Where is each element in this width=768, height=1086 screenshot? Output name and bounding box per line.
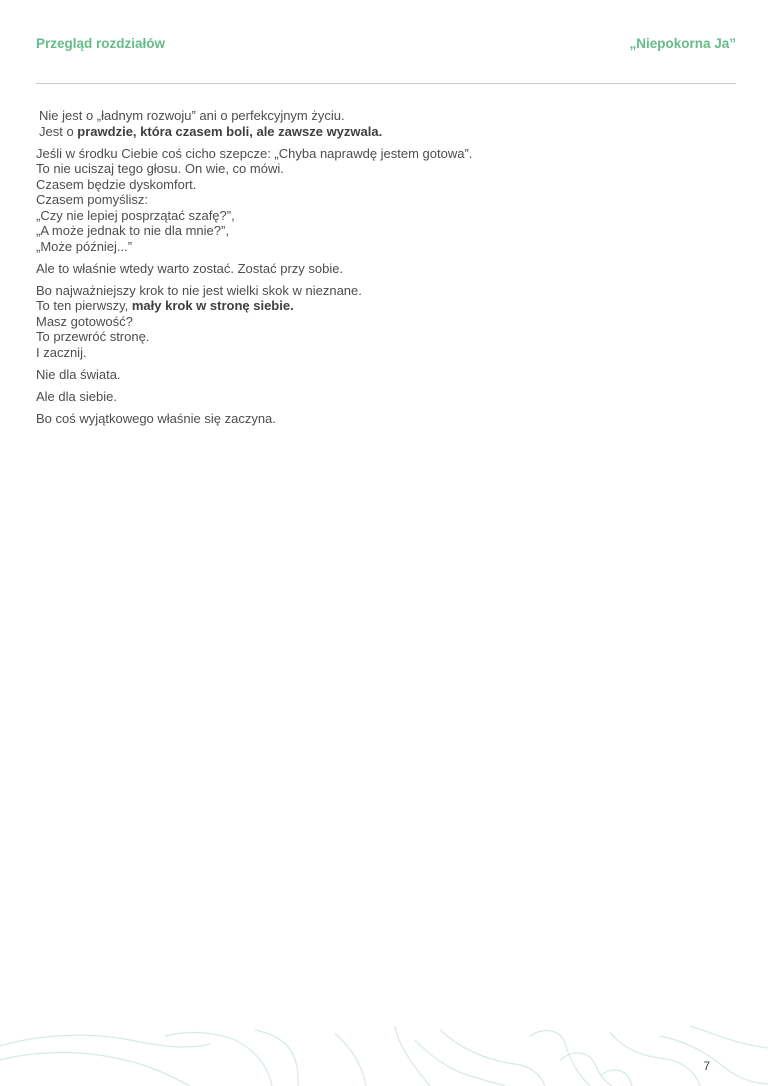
bold-text: prawdzie, która czasem boli, ale zawsze wyzwala. (77, 123, 383, 139)
paragraph-4 (36, 283, 596, 361)
page-body (36, 108, 596, 433)
page-number: 7 (703, 1059, 710, 1073)
page-header (36, 36, 736, 51)
text-line: Ale to właśnie wtedy warto zostać. Zostać przy sobie. (36, 260, 344, 276)
text-line (36, 298, 596, 314)
text-line: Masz gotowość? (36, 313, 133, 329)
text-line (36, 124, 596, 140)
text-line: I zacznij. (36, 344, 87, 360)
text-segment: Jest o (39, 123, 78, 139)
text-line: To przewróć stronę. (36, 329, 150, 344)
header-divider (36, 83, 736, 84)
text-line: „Może później...” (36, 238, 133, 254)
paragraph-1 (36, 108, 596, 139)
text-line: Czasem będzie dyskomfort. (36, 176, 197, 192)
text-line: „Czy nie lepiej posprzątać szafę?”, (36, 207, 235, 223)
text-line: Bo coś wyjątkowego właśnie się zaczyna. (36, 410, 276, 426)
text-segment: To ten pierwszy, (36, 298, 132, 313)
text-line: Nie jest o „ładnym rozwoju” ani o perfekcyjnym życiu. (39, 108, 345, 123)
text-line: Bo najważniejszy krok to nie jest wielki skok w nieznane. (36, 282, 362, 298)
text-line: „A może jednak to nie dla mnie?”, (36, 223, 229, 238)
paragraph-7 (36, 411, 596, 427)
text-line: Czasem pomyślisz: (36, 192, 148, 207)
text-line: Ale dla siebie. (36, 388, 117, 404)
paragraph-5 (36, 367, 596, 383)
paragraph-3 (36, 261, 596, 277)
text-line: Nie dla świata. (36, 366, 121, 382)
paragraph-6 (36, 389, 596, 405)
text-line: To nie uciszaj tego głosu. On wie, co mówi. (36, 161, 284, 176)
bold-text: mały krok w stronę siebie. (131, 298, 294, 313)
paragraph-2 (36, 146, 596, 255)
book-title: „Niepokorna Ja” (629, 36, 736, 51)
section-title: Przegląd rozdziałów (36, 36, 166, 51)
decorative-contour-lines (0, 1026, 768, 1086)
text-line: Jeśli w środku Ciebie coś cicho szepcze: „Chyba naprawdę jestem gotowa”. (36, 145, 473, 161)
